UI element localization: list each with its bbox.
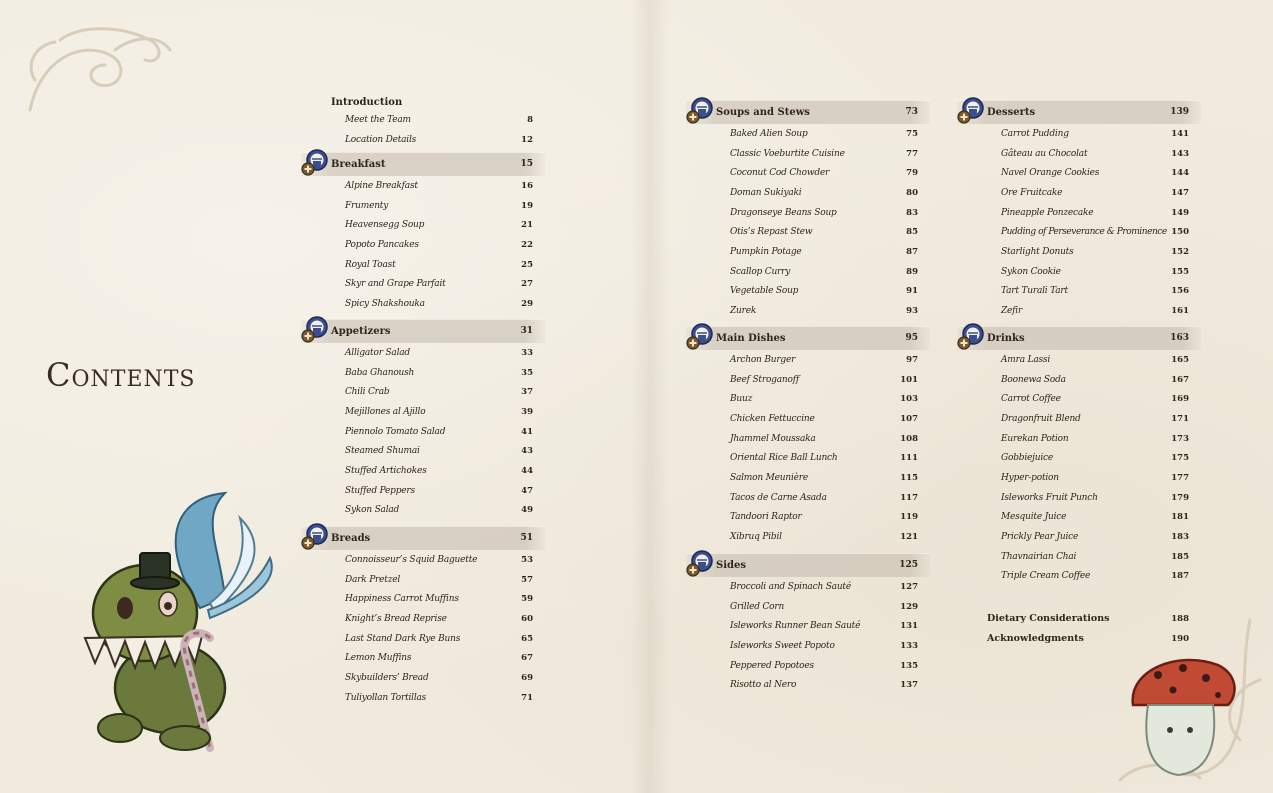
entry-page: 44	[521, 465, 533, 476]
section-header[interactable]	[686, 100, 930, 124]
toc-entry[interactable]	[716, 577, 930, 597]
entry-title: Zurek	[730, 306, 757, 317]
entry-title: Boonewa Soda	[1001, 374, 1066, 385]
section-title: Breads	[331, 532, 371, 544]
entry-page: 115	[900, 472, 918, 483]
toc-entry[interactable]	[716, 468, 930, 488]
section-title: Introduction	[331, 96, 403, 108]
entry-page: 101	[900, 374, 918, 385]
toc-entry[interactable]	[987, 547, 1201, 567]
toc-entry[interactable]	[987, 222, 1201, 242]
toc-entry[interactable]	[331, 402, 545, 422]
toc-entry[interactable]	[716, 124, 930, 144]
entry-title: Coconut Cod Chowder	[730, 168, 830, 179]
entry-title: Lemon Muffins	[345, 653, 412, 664]
entry-title: Tacos de Carne Asada	[730, 492, 827, 503]
entry-title: Carrot Pudding	[1001, 128, 1069, 139]
entry-page: 91	[906, 286, 918, 297]
section-breads	[301, 526, 545, 708]
entry-title: Meet the Team	[345, 114, 411, 125]
section-introduction	[331, 90, 545, 149]
entry-title: Isleworks Sweet Popoto	[730, 640, 835, 651]
toc-entry[interactable]	[331, 382, 545, 402]
entry-page: 119	[900, 512, 918, 523]
toc-entry[interactable]	[331, 196, 545, 216]
toc-entry[interactable]	[716, 448, 930, 468]
entry-title: Stuffed Peppers	[345, 485, 415, 496]
cooking-pot-badge-icon	[686, 322, 714, 352]
entry-page: 156	[1171, 286, 1189, 297]
entry-page: 127	[900, 581, 918, 592]
entry-title: Mesquite Juice	[1001, 512, 1067, 523]
toc-entry[interactable]	[716, 675, 930, 695]
entry-title: Risotto al Nero	[730, 680, 797, 691]
toc-entry[interactable]	[987, 508, 1201, 528]
toc-entry-dietary-considerations[interactable]	[987, 609, 1201, 629]
section-header[interactable]	[957, 326, 1201, 350]
toc-entry[interactable]	[987, 262, 1201, 282]
entry-title: Isleworks Fruit Punch	[1001, 492, 1098, 503]
toc-entry[interactable]	[331, 629, 545, 649]
entry-page: 75	[906, 128, 918, 139]
entry-page: 25	[521, 259, 533, 270]
entry-page: 187	[1171, 571, 1189, 582]
entry-page: 183	[1171, 532, 1189, 543]
section-title: Breakfast	[331, 158, 386, 170]
entry-title: Acknowledgments	[987, 633, 1084, 645]
section-desserts	[957, 100, 1201, 321]
toc-entry[interactable]	[987, 468, 1201, 488]
entry-title: Hyper-potion	[1001, 472, 1059, 483]
entry-page: 185	[1171, 551, 1189, 562]
entry-title: Heavensegg Soup	[345, 220, 425, 231]
entry-page: 165	[1171, 354, 1189, 365]
entry-title: Doman Sukiyaki	[730, 187, 802, 198]
section-title: Soups and Stews	[716, 106, 810, 118]
entry-page: 79	[906, 168, 918, 179]
toc-entry[interactable]	[987, 429, 1201, 449]
toc-entry[interactable]	[331, 461, 545, 481]
toc-entry[interactable]	[987, 488, 1201, 508]
entry-page: 190	[1171, 633, 1189, 644]
toc-entry[interactable]	[716, 597, 930, 617]
toc-entry[interactable]	[987, 282, 1201, 302]
entry-title: Navel Orange Cookies	[1001, 168, 1100, 179]
entry-title: Ore Fruitcake	[1001, 187, 1063, 198]
entry-title: Scallop Curry	[730, 266, 791, 277]
entry-page: 188	[1171, 613, 1189, 624]
section-main-dishes	[686, 326, 930, 547]
entry-page: 77	[906, 148, 918, 159]
toc-entry[interactable]	[716, 429, 930, 449]
toc-entry[interactable]	[331, 441, 545, 461]
toc-entry[interactable]	[987, 163, 1201, 183]
cooking-pot-badge-icon	[301, 148, 329, 178]
cooking-pot-badge-icon	[957, 322, 985, 352]
entry-title: Steamed Shumai	[345, 446, 420, 457]
toc-entry[interactable]	[716, 282, 930, 302]
entry-page: 89	[906, 266, 918, 277]
entry-page: 27	[521, 279, 533, 290]
entry-page: 173	[1171, 433, 1189, 444]
entry-page: 175	[1171, 453, 1189, 464]
entry-page: 167	[1171, 374, 1189, 385]
toc-entry[interactable]	[331, 668, 545, 688]
section-page: 125	[899, 560, 918, 570]
entry-title: Salmon Meunière	[730, 472, 808, 483]
toc-entry[interactable]	[987, 242, 1201, 262]
entry-title: Broccoli and Spinach Sauté	[730, 581, 851, 592]
mushroom-creature-illustration	[1118, 650, 1243, 780]
toc-entry[interactable]	[716, 163, 930, 183]
entry-title: Carrot Coffee	[1001, 394, 1061, 405]
entry-page: 107	[900, 413, 918, 424]
toc-entry[interactable]	[331, 422, 545, 442]
book-gutter	[630, 0, 670, 793]
entry-title: Thavnairian Chai	[1001, 551, 1077, 562]
entry-page: 137	[900, 680, 918, 691]
section-title: Sides	[716, 559, 747, 571]
toc-entry[interactable]	[716, 144, 930, 164]
section-header[interactable]	[301, 526, 545, 550]
entry-page: 69	[521, 672, 533, 683]
entry-page: 33	[521, 347, 533, 358]
entry-page: 37	[521, 387, 533, 398]
section-title: Desserts	[987, 106, 1036, 118]
cooking-pot-badge-icon	[301, 522, 329, 552]
toc-entry[interactable]	[331, 363, 545, 383]
section-appetizers	[301, 319, 545, 520]
entry-title: Last Stand Dark Rye Buns	[345, 633, 461, 644]
section-header[interactable]	[331, 90, 545, 114]
entry-title: Beef Stroganoff	[730, 374, 799, 385]
entry-title: Baked Alien Soup	[730, 128, 808, 139]
entry-page: 41	[521, 426, 533, 437]
cooking-pot-badge-icon	[686, 549, 714, 579]
entry-title: Xibruq Pibil	[730, 532, 782, 543]
entry-title: Pudding of Perseverance & Prominence	[1001, 227, 1167, 238]
toc-entry-acknowledgments[interactable]	[987, 629, 1201, 649]
entry-page: 171	[1171, 413, 1189, 424]
toc-entry[interactable]	[716, 262, 930, 282]
entry-page: 93	[906, 306, 918, 317]
entry-title: Buuz	[730, 394, 753, 405]
toc-entry[interactable]	[331, 589, 545, 609]
section-page: 95	[905, 333, 918, 343]
toc-entry[interactable]	[987, 301, 1201, 321]
entry-title: Eurekan Potion	[1001, 433, 1069, 444]
toc-entry[interactable]	[987, 183, 1201, 203]
section-title: Appetizers	[331, 325, 391, 337]
entry-page: 83	[906, 207, 918, 218]
entry-page: 97	[906, 354, 918, 365]
entry-page: 71	[521, 692, 533, 703]
toc-entry[interactable]	[331, 274, 545, 294]
entry-title: Tart Turali Tart	[1001, 286, 1068, 297]
entry-title: Otis’s Repast Stew	[730, 227, 813, 238]
corner-flourish-top-left	[20, 20, 180, 140]
entry-title: Pineapple Ponzecake	[1001, 207, 1094, 218]
section-header[interactable]	[686, 326, 930, 350]
entry-title: Skybuilders’ Bread	[345, 672, 429, 683]
entry-page: 12	[521, 134, 533, 145]
toc-entry[interactable]	[331, 550, 545, 570]
toc-entry[interactable]	[331, 235, 545, 255]
entry-page: 149	[1171, 207, 1189, 218]
entry-title: Chili Crab	[345, 387, 390, 398]
entry-page: 150	[1171, 227, 1189, 238]
entry-title: Dragonfruit Blend	[1001, 413, 1081, 424]
entry-page: 47	[521, 485, 533, 496]
toc-entry[interactable]	[987, 448, 1201, 468]
entry-title: Tandoori Raptor	[730, 512, 802, 523]
toc-entry[interactable]	[716, 242, 930, 262]
toc-entry[interactable]	[987, 527, 1201, 547]
entry-page: 152	[1171, 246, 1189, 257]
entry-title: Jhammel Moussaka	[730, 433, 816, 444]
toc-entry[interactable]	[987, 567, 1201, 587]
entry-title: Oriental Rice Ball Lunch	[730, 453, 838, 464]
entry-title: Spicy Shakshouka	[345, 298, 425, 309]
entry-title: Vegetable Soup	[730, 286, 799, 297]
entry-title: Sykon Salad	[345, 505, 400, 516]
cooking-pot-badge-icon	[301, 315, 329, 345]
entry-page: 143	[1171, 148, 1189, 159]
toc-entry[interactable]	[716, 508, 930, 528]
toc-entry[interactable]	[716, 350, 930, 370]
section-title: Main Dishes	[716, 332, 786, 344]
section-header[interactable]	[957, 100, 1201, 124]
entry-page: 59	[521, 594, 533, 605]
toc-entry[interactable]	[716, 183, 930, 203]
toc-entry[interactable]	[716, 527, 930, 547]
entry-title: Chicken Fettuccine	[730, 413, 815, 424]
entry-page: 57	[521, 574, 533, 585]
entry-page: 108	[900, 433, 918, 444]
entry-page: 147	[1171, 187, 1189, 198]
entry-page: 29	[521, 298, 533, 309]
section-header[interactable]	[301, 319, 545, 343]
toc-entry[interactable]	[331, 215, 545, 235]
entry-page: 19	[521, 200, 533, 211]
entry-page: 21	[521, 220, 533, 231]
entry-page: 131	[900, 621, 918, 632]
toc-entry[interactable]	[716, 409, 930, 429]
entry-title: Baba Ghanoush	[345, 367, 415, 378]
entry-title: Dietary Considerations	[987, 613, 1110, 625]
toc-entry[interactable]	[716, 203, 930, 223]
entry-title: Prickly Pear Juice	[1001, 532, 1079, 543]
entry-title: Dragonseye Beans Soup	[730, 207, 837, 218]
section-page: 73	[905, 107, 918, 117]
page-title: Contents	[46, 356, 196, 394]
entry-title: Gobbiejuice	[1001, 453, 1053, 464]
entry-title: Mejillones al Ajillo	[345, 406, 426, 417]
entry-page: 141	[1171, 128, 1189, 139]
entry-page: 67	[521, 653, 533, 664]
entry-title: Alligator Salad	[345, 347, 410, 358]
section-title: Drinks	[987, 332, 1025, 344]
toc-entry[interactable]	[987, 350, 1201, 370]
toc-entry[interactable]	[331, 176, 545, 196]
entry-title: Tuliyollan Tortillas	[345, 692, 427, 703]
cooking-pot-badge-icon	[957, 96, 985, 126]
toc-entry[interactable]	[331, 648, 545, 668]
entry-page: 22	[521, 239, 533, 250]
entry-title: Starlight Donuts	[1001, 246, 1074, 257]
entry-page: 85	[906, 227, 918, 238]
jester-creature-illustration	[50, 488, 280, 758]
toc-entry[interactable]	[716, 488, 930, 508]
section-page: 163	[1170, 333, 1189, 343]
entry-page: 53	[521, 554, 533, 565]
entry-title: Triple Cream Coffee	[1001, 571, 1091, 582]
entry-page: 43	[521, 446, 533, 457]
entry-page: 80	[906, 187, 918, 198]
entry-title: Gâteau au Chocolat	[1001, 148, 1088, 159]
toc-entry[interactable]	[716, 656, 930, 676]
entry-page: 155	[1171, 266, 1189, 277]
entry-title: Popoto Pancakes	[345, 239, 419, 250]
section-page: 139	[1170, 107, 1189, 117]
cooking-pot-badge-icon	[686, 96, 714, 126]
toc-entry[interactable]	[331, 688, 545, 708]
entry-page: 49	[521, 505, 533, 516]
entry-title: Amra Lassi	[1001, 354, 1051, 365]
entry-page: 181	[1171, 512, 1189, 523]
toc-entry[interactable]	[987, 389, 1201, 409]
section-page: 31	[520, 326, 533, 336]
entry-title: Classic Voeburtite Cuisine	[730, 148, 845, 159]
entry-page: 103	[900, 394, 918, 405]
section-page: 51	[520, 533, 533, 543]
entry-page: 117	[900, 492, 918, 503]
toc-entry[interactable]	[716, 301, 930, 321]
toc-entry[interactable]	[987, 144, 1201, 164]
toc-entry[interactable]	[716, 389, 930, 409]
toc-entry[interactable]	[331, 255, 545, 275]
entry-title: Frumenty	[345, 200, 389, 211]
toc-entry[interactable]	[331, 481, 545, 501]
toc-entry[interactable]	[987, 370, 1201, 390]
entry-page: 121	[900, 532, 918, 543]
toc-entry[interactable]	[331, 609, 545, 629]
section-breakfast	[301, 152, 545, 314]
section-extras	[987, 609, 1201, 648]
entry-title: Grilled Corn	[730, 601, 785, 612]
toc-entry[interactable]	[716, 370, 930, 390]
entry-title: Archon Burger	[730, 354, 796, 365]
toc-entry[interactable]	[716, 636, 930, 656]
entry-title: Royal Toast	[345, 259, 396, 270]
entry-title: Stuffed Artichokes	[345, 465, 427, 476]
entry-title: Pumpkin Potage	[730, 246, 802, 257]
entry-page: 60	[521, 613, 533, 624]
entry-page: 133	[900, 640, 918, 651]
entry-title: Zefir	[1001, 306, 1023, 317]
section-header[interactable]	[301, 152, 545, 176]
toc-entry[interactable]	[987, 409, 1201, 429]
toc-entry[interactable]	[987, 203, 1201, 223]
entry-page: 177	[1171, 472, 1189, 483]
toc-entry[interactable]	[331, 130, 545, 150]
entry-title: Isleworks Runner Bean Sauté	[730, 621, 861, 632]
entry-page: 161	[1171, 306, 1189, 317]
toc-entry[interactable]	[987, 124, 1201, 144]
entry-page: 169	[1171, 394, 1189, 405]
entry-page: 65	[521, 633, 533, 644]
section-header[interactable]	[686, 553, 930, 577]
entry-title: Happiness Carrot Muffins	[345, 594, 459, 605]
entry-title: Location Details	[345, 134, 417, 145]
entry-page: 144	[1171, 168, 1189, 179]
entry-title: Sykon Cookie	[1001, 266, 1061, 277]
entry-page: 111	[900, 453, 918, 464]
entry-page: 129	[900, 601, 918, 612]
section-soups-and-stews	[686, 100, 930, 321]
entry-title: Alpine Breakfast	[345, 180, 418, 191]
entry-title: Piennolo Tomato Salad	[345, 426, 446, 437]
section-page: 15	[520, 159, 533, 169]
entry-page: 87	[906, 246, 918, 257]
entry-page: 16	[521, 180, 533, 191]
section-sides	[686, 553, 930, 695]
entry-page: 8	[527, 114, 533, 125]
toc-entry[interactable]	[331, 570, 545, 590]
entry-title: Dark Pretzel	[345, 574, 401, 585]
entry-page: 179	[1171, 492, 1189, 503]
entry-title: Knight’s Bread Reprise	[345, 613, 447, 624]
entry-title: Skyr and Grape Parfait	[345, 279, 446, 290]
toc-entry[interactable]	[716, 616, 930, 636]
entry-page: 135	[900, 660, 918, 671]
toc-entry[interactable]	[331, 294, 545, 314]
toc-entry[interactable]	[331, 501, 545, 521]
toc-entry[interactable]	[331, 343, 545, 363]
entry-title: Peppered Popotoes	[730, 660, 814, 671]
toc-entry[interactable]	[716, 222, 930, 242]
entry-page: 39	[521, 406, 533, 417]
section-drinks	[957, 326, 1201, 586]
entry-title: Connoisseur’s Squid Baguette	[345, 554, 478, 565]
entry-page: 35	[521, 367, 533, 378]
